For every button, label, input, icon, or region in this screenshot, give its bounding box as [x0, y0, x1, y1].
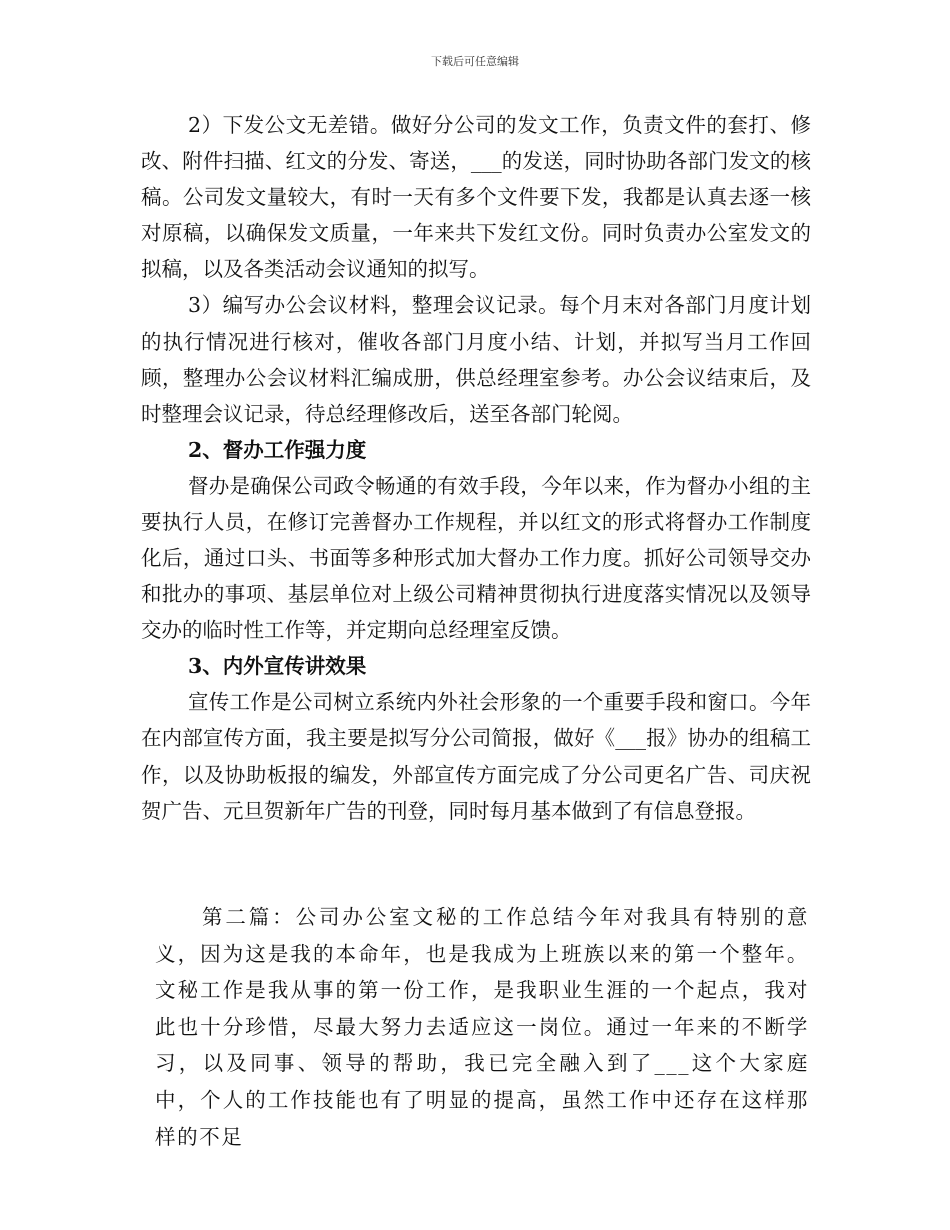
paragraph-second-article-intro: 第二篇：公司办公室文秘的工作总结今年对我具有特别的意义，因为这是我的本命年，也是我成为上班族以来的第一个整年。文秘工作是我从事的第一份工作，是我职业生涯的一个起点，我对此也十分珍惜，尽最大努力去适应这一岗位。通过一年来的不断学习，以及同事、领导的帮助，我已完全融入到了___这个大家庭中，个人的工作技能也有了明显的提高，虽然工作中还存在这样那样的不足 — [155, 905, 809, 1149]
page-header-note: 下载后可任意编辑 — [431, 55, 519, 68]
section-heading-publicity: 3、内外宣传讲效果 — [188, 654, 367, 679]
second-article — [155, 899, 809, 1155]
paragraph-meeting-materials: 3）编写办公会议材料，整理会议记录。每个月末对各部门月度计划的执行情况进行核对，催收各部门月度小结、计划，并拟写当月工作回顾，整理办公会议材料汇编成册，供总经理室参考。办公会议结束后，及时整理会议记录，待总经理修改后，送至各部门轮阅。 — [141, 293, 811, 426]
paragraph-supervision: 督办是确保公司政令畅通的有效手段，今年以来，作为督办小组的主要执行人员，在修订完善督办工作规程，并以红文的形式将督办工作制度化后，通过口头、书面等多种形式加大督办工作力度。抓好公司领导交办和批办的事项、基层单位对上级公司精神贯彻执行进度落实情况以及领导交办的临时性工作等，并定期向总经理室反馈。 — [141, 473, 811, 643]
section-heading-supervision: 2、督办工作强力度 — [188, 437, 367, 462]
document-body — [141, 107, 811, 829]
paragraph-publicity: 宣传工作是公司树立系统内外社会形象的一个重要手段和窗口。今年在内部宣传方面，我主要是拟写分公司简报，做好《___报》协办的组稿工作，以及协助板报的编发，外部宣传方面完成了分公司更名广告、司庆祝贺广告、元旦贺新年广告的刊登，同时每月基本做到了有信息登报。 — [141, 690, 811, 823]
paragraph-issue-documents: 2）下发公文无差错。做好分公司的发文工作，负责文件的套打、修改、附件扫描、红文的分发、寄送，___的发送，同时协助各部门发文的核稿。公司发文量较大，有时一天有多个文件要下发，我都是认真去逐一核对原稿，以确保发文质量，一年来共下发红文份。同时负责办公室发文的拟稿，以及各类活动会议通知的拟写。 — [141, 113, 811, 282]
